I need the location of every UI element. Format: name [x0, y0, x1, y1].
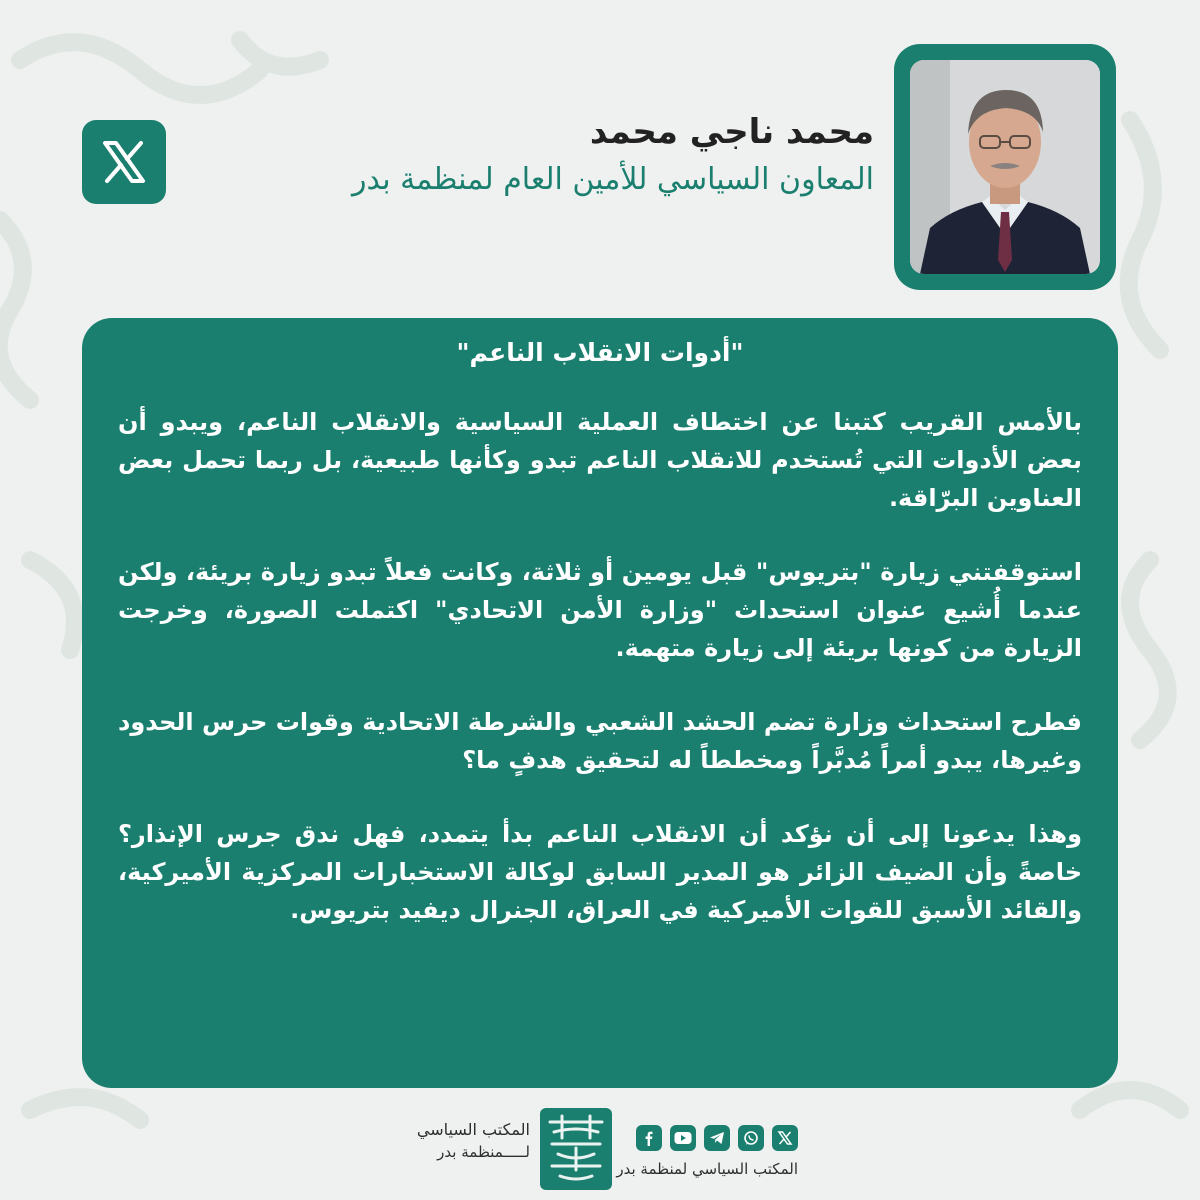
paragraph-1: بالأمس القريب كتبنا عن اختطاف العملية السياسية والانقلاب الناعم، ويبدو أن بعض الأدوات التي تُستخدم للانقلاب الناعم تبدو وكأنها طبيعية، بل ربما تحمل بعض العناوين البرّاقة. [118, 408, 1082, 512]
social-icons-row [636, 1125, 798, 1151]
youtube-icon[interactable] [670, 1125, 696, 1151]
org-name-block [400, 1120, 530, 1161]
x-icon [99, 137, 149, 187]
x-icon[interactable] [772, 1125, 798, 1151]
telegram-icon[interactable] [704, 1125, 730, 1151]
paragraph-2: استوقفتني زيارة "بتريوس" قبل يومين أو ثلاثة، وكانت فعلاً تبدو زيارة بريئة، ولكن عندما أُشيع عنوان استحداث "وزارة الأمن الاتحادي" اكتملت الصورة، وخرجت الزيارة من كونها بريئة إلى زيارة متهمة. [118, 558, 1082, 662]
post-text-card [82, 318, 1118, 1088]
facebook-icon[interactable] [636, 1125, 662, 1151]
org-name-line1: المكتب السياسي [416, 1120, 530, 1139]
x-logo-badge[interactable] [82, 120, 166, 204]
portrait-photo [910, 60, 1100, 274]
paragraph-3: فطرح استحداث وزارة تضم الحشد الشعبي والشرطة الاتحادية وقوات حرس الحدود وغيرها، يبدو أمراً مُدبَّراً ومخططاً له لتحقيق هدفٍ ما؟ [118, 708, 1082, 774]
author-title: المعاون السياسي للأمين العام لمنظمة بدر [351, 162, 874, 197]
whatsapp-icon[interactable] [738, 1125, 764, 1151]
paragraph-4: وهذا يدعونا إلى أن نؤكد أن الانقلاب الناعم بدأ يتمدد، فهل ندق جرس الإنذار؟ خاصةً وأن الضيف الزائر هو المدير السابق لوكالة الاستخبارات المركزية الأميركية، والقائد الأسبق للقوات الأميركية في العراق، الجنرال ديفيد بتريوس. [118, 820, 1082, 924]
calligraphy-emblem-logo [540, 1108, 612, 1190]
post-title: "أدوات الانقلاب الناعم" [456, 338, 744, 367]
portrait-frame [894, 44, 1116, 290]
portrait-illustration [910, 60, 1100, 274]
org-name-line2: لـــــمنظمة بدر [437, 1143, 530, 1161]
social-caption: المكتب السياسي لمنظمة بدر [616, 1160, 798, 1178]
author-name: محمد ناجي محمد [589, 112, 874, 152]
